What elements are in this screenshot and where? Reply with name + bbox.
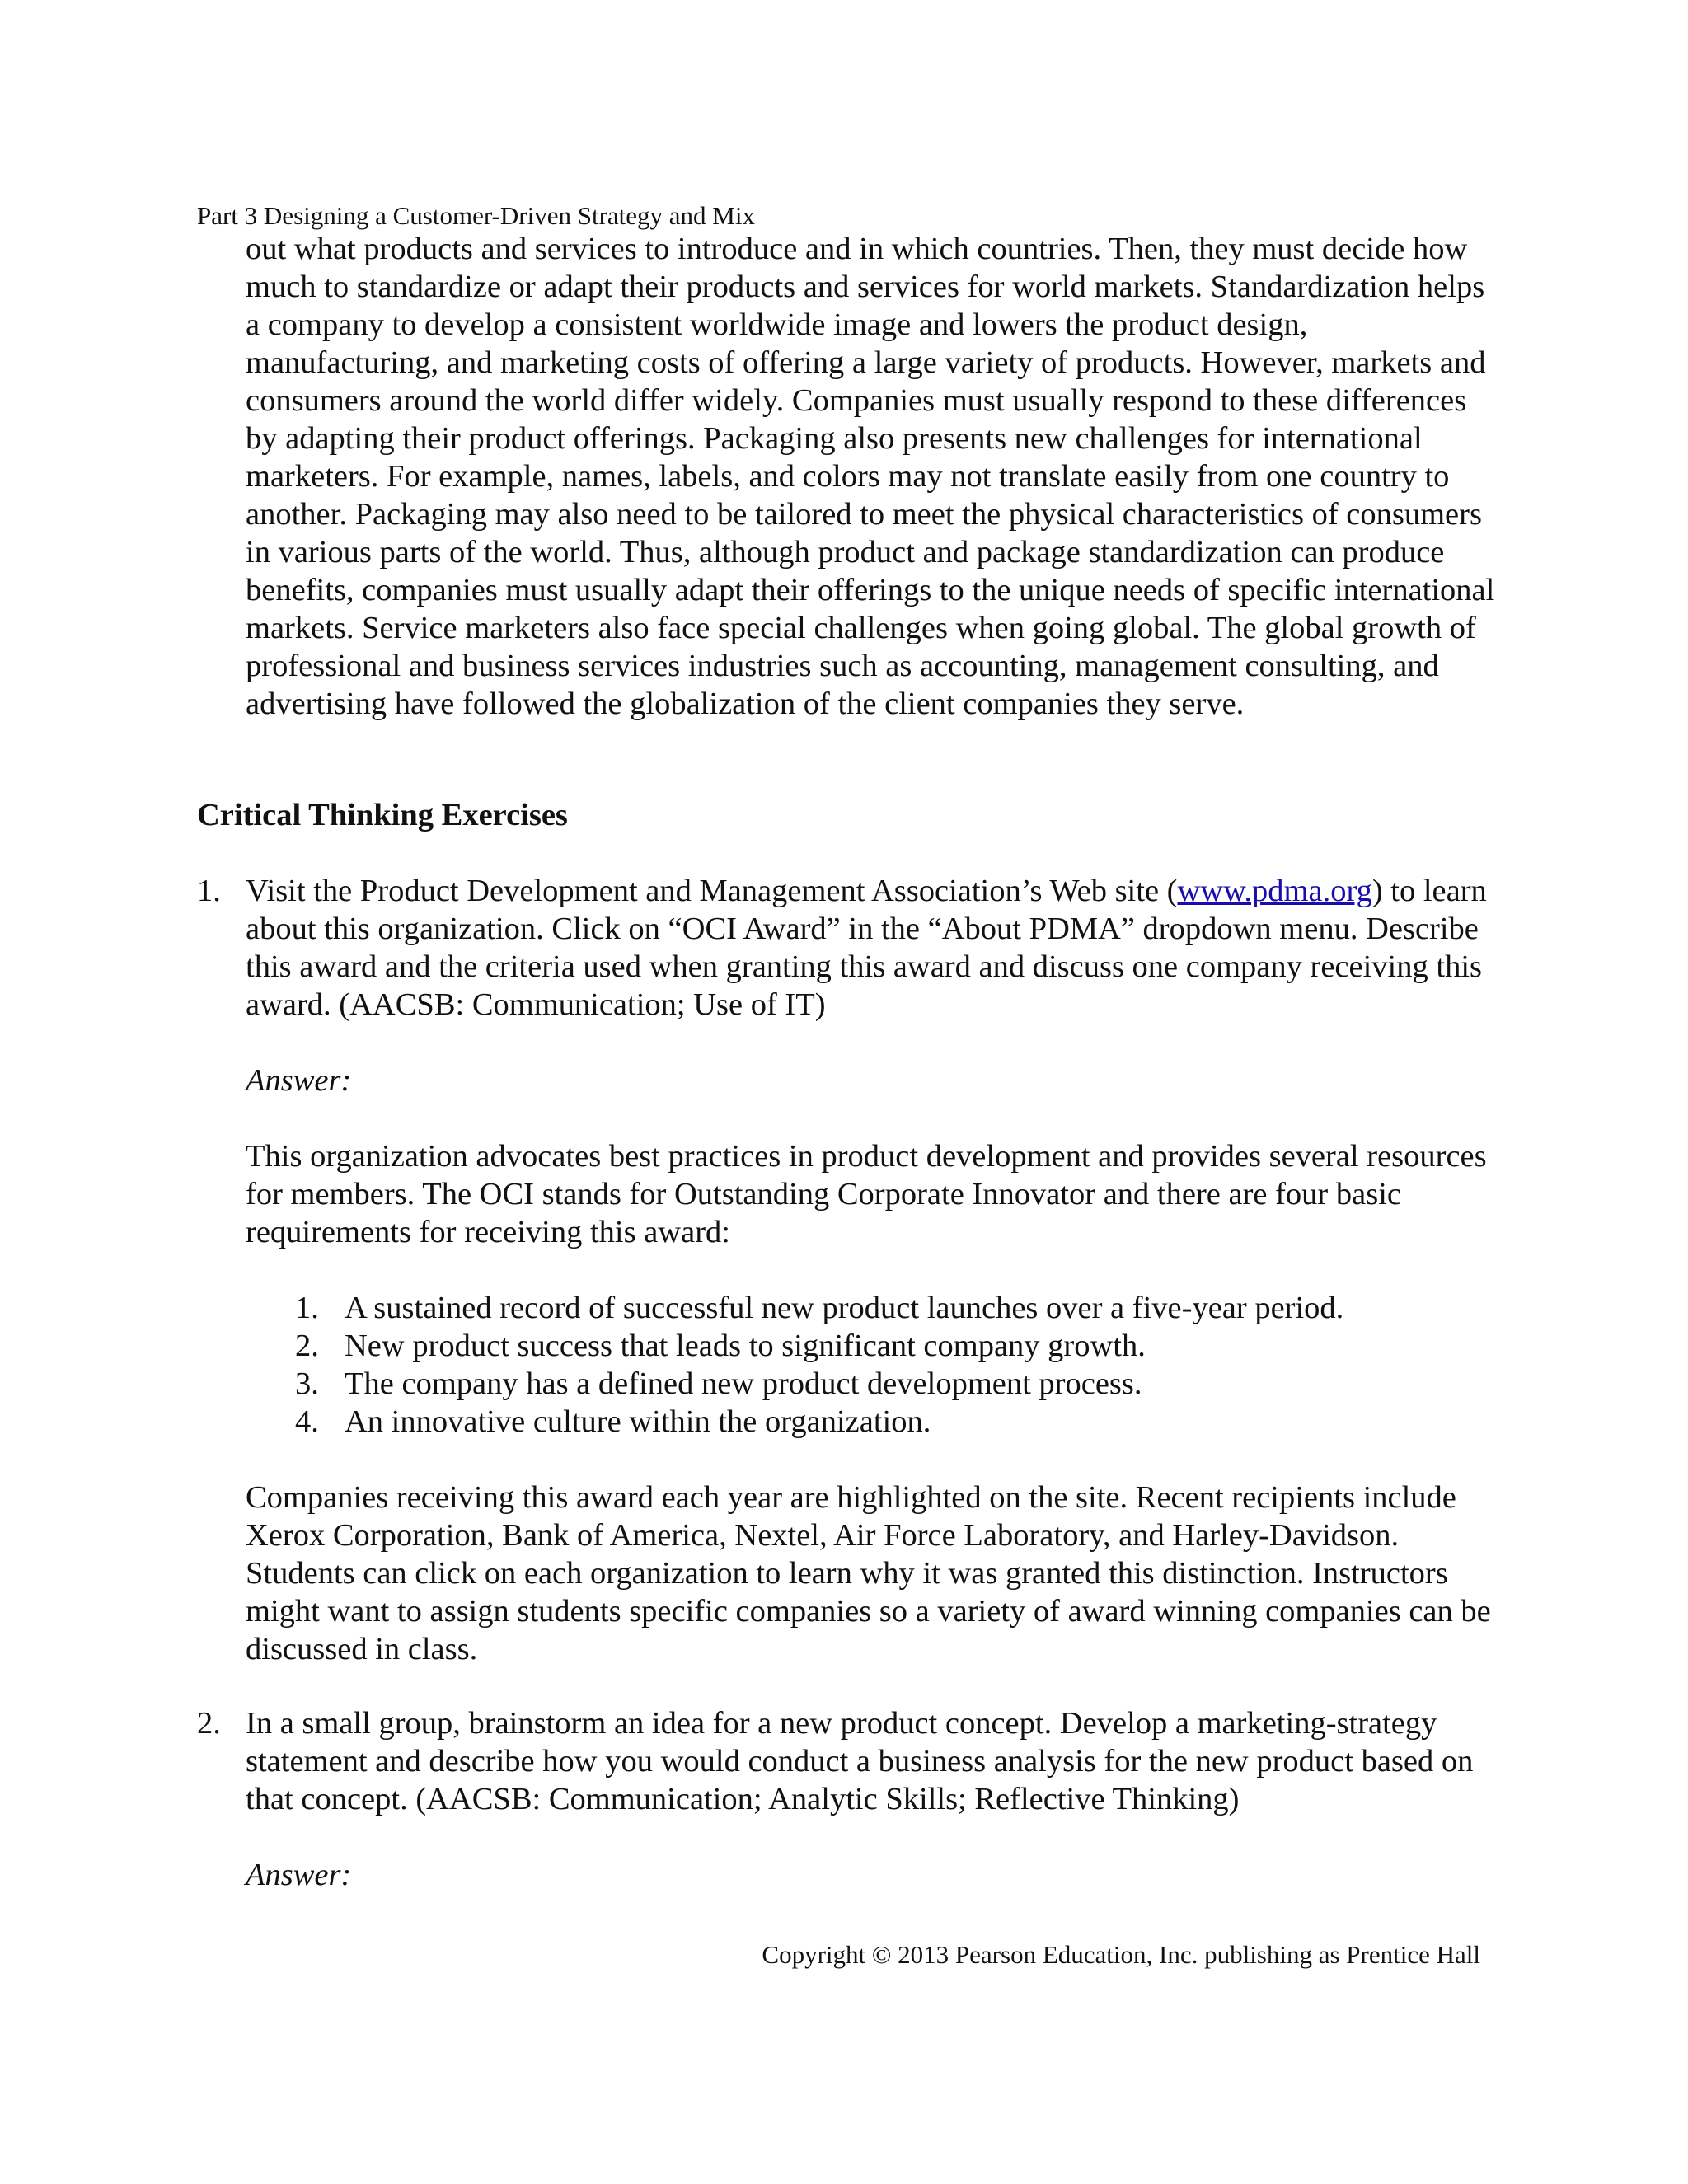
- section-title: Critical Thinking Exercises: [197, 798, 568, 832]
- copyright-footer: Copyright © 2013 Pearson Education, Inc. publishing as Prentice Hall: [762, 1940, 1480, 1969]
- question-number: 2.: [197, 1706, 221, 1741]
- list-item-number: 1.: [295, 1291, 319, 1325]
- question-text: In a small group, brainstorm an idea for a new product concept. Develop a marketing-strategy statement and describe how you would conduct a business analysis for the new product based on that concept. (AACSB: Communication; Analytic Skills; Reflective Thinking): [246, 1706, 1474, 1816]
- answer-label: Answer:: [246, 1858, 352, 1892]
- list-item-text: A sustained record of successful new product launches over a five-year period.: [345, 1291, 1344, 1325]
- running-header: Part 3 Designing a Customer-Driven Strategy and Mix: [197, 201, 755, 230]
- intro-paragraph: out what products and services to introduce and in which countries. Then, they must decide how much to standardize or adapt their products and services for world markets. Standardization helps a company to develop a consistent worldwide image and lowers the product design, manufacturing, and marketing costs of offering a large variety of products. However, markets and consumers around the world differ widely. Companies must usually respond to these differences by adapting their product offerings. Packaging also presents new challenges for international marketers. For example, names, labels, and colors may not translate easily from one country to another. Packaging may also need to be tailored to meet the physical characteristics of consumers in various parts of the world. Thus, although product and package standardization can produce benefits, companies must usually adapt their offerings to the unique needs of specific international markets. Service marketers also face special challenges when going global. The global growth of professional and business services industries such as accounting, management consulting, and advertising have followed the globalization of the client companies they serve.: [246, 232, 1495, 721]
- question-text-start: Visit the Product Development and Management Association’s Web site (: [246, 874, 1178, 908]
- question-number: 1.: [197, 874, 221, 908]
- list-item: [295, 1289, 1516, 1327]
- list-item-number: 3.: [295, 1366, 319, 1401]
- answer-closing-paragraph: Companies receiving this award each year are highlighted on the site. Recent recipients include Xerox Corporation, Bank of America, Nextel, Air Force Laboratory, and Harley-Davidson. Students can click on each organization to learn why it was granted this distinction. Instructors might want to assign students specific companies so a variety of award winning companies can be discussed in class.: [246, 1480, 1491, 1666]
- list-item: [295, 1365, 1516, 1403]
- pdma-link[interactable]: www.pdma.org: [1177, 874, 1372, 908]
- question-text-end: ) to learn about this organization. Click on “OCI Award” in the “About PDMA” dropdown menu. Describe this award and the criteria used when granting this award and discuss one company receiving this award. (AACSB: Communication; Use of IT): [246, 874, 1487, 1022]
- list-item-text: New product success that leads to significant company growth.: [345, 1329, 1146, 1363]
- list-item: [295, 1327, 1516, 1365]
- answer-intro-paragraph: This organization advocates best practices in product development and provides several resources for members. The OCI stands for Outstanding Corporate Innovator and there are four basic requirements for receiving this award:: [246, 1139, 1487, 1249]
- question-text: [246, 872, 1498, 1024]
- list-item-text: An innovative culture within the organization.: [345, 1404, 931, 1439]
- answer-label: Answer:: [246, 1063, 352, 1098]
- question-1: [197, 872, 1516, 1668]
- list-item-number: 4.: [295, 1404, 319, 1439]
- list-item: [295, 1403, 1516, 1441]
- list-item-number: 2.: [295, 1329, 319, 1363]
- question-2: [197, 1704, 1516, 1894]
- award-criteria-list: [295, 1289, 1516, 1441]
- list-item-text: The company has a defined new product development process.: [345, 1366, 1142, 1401]
